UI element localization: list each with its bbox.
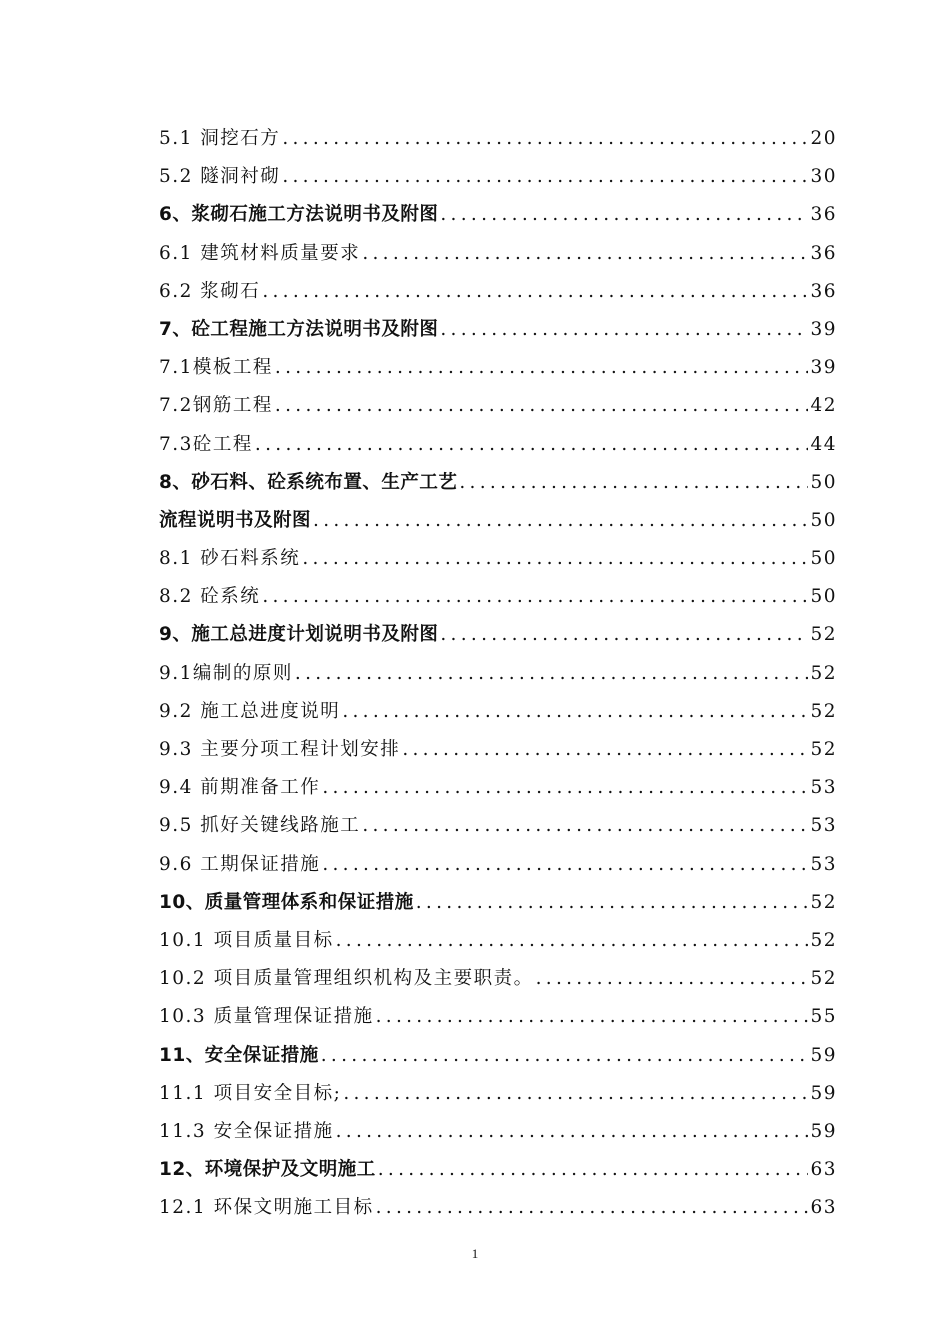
toc-entry-title: 8、砂石料、砼系统布置、生产工艺: [159, 471, 458, 493]
toc-section-entry[interactable]: [159, 960, 837, 998]
toc-entry-title: 9.5 抓好关键线路施工: [159, 815, 361, 837]
toc-entry-page: 39: [810, 318, 837, 340]
toc-entry-title: 12.1 环保文明施工目标: [159, 1197, 374, 1219]
toc-entry-page: 20: [810, 128, 837, 149]
toc-entry-page: 50: [810, 471, 837, 493]
toc-chapter-entry[interactable]: [159, 1037, 837, 1075]
toc-dot-leader: [295, 655, 809, 693]
toc-entry-page: 52: [810, 662, 837, 684]
toc-entry-title: 11.1 项目安全目标;: [159, 1082, 342, 1104]
toc-entry-title: 6.1 建筑材料质量要求: [159, 242, 361, 264]
toc-section-entry[interactable]: [159, 235, 837, 273]
toc-chapter-entry[interactable]: [159, 884, 837, 922]
toc-entry-title: 10、质量管理体系和保证措施: [159, 891, 414, 913]
toc-entry-page: 53: [810, 853, 837, 875]
table-of-contents: [159, 120, 837, 1227]
toc-entry-title: 8.2 砼系统: [159, 586, 261, 608]
toc-dot-leader: [342, 693, 808, 731]
toc-dot-leader: [255, 426, 809, 464]
toc-entry-title: 9.2 施工总进度说明: [159, 700, 341, 722]
toc-section-entry[interactable]: [159, 807, 837, 845]
toc-dot-leader: [440, 616, 808, 654]
toc-section-entry[interactable]: [159, 655, 837, 693]
toc-entry-page: 36: [810, 242, 837, 264]
toc-entry-title: 9.3 主要分项工程计划安排: [159, 739, 401, 760]
toc-section-entry[interactable]: [159, 998, 837, 1036]
toc-entry-title: 5.2 隧洞衬砌: [159, 166, 281, 188]
toc-chapter-entry[interactable]: [159, 1151, 837, 1189]
toc-section-entry[interactable]: [159, 731, 837, 769]
toc-section-entry[interactable]: [159, 846, 837, 884]
toc-entry-title: 11、安全保证措施: [159, 1044, 319, 1066]
toc-dot-leader: [376, 1189, 809, 1227]
toc-dot-leader: [282, 120, 808, 158]
toc-entry-title: 6、浆砌石施工方法说明书及附图: [159, 204, 439, 226]
toc-dot-leader: [362, 235, 808, 273]
toc-entry-page: 52: [810, 891, 837, 913]
toc-entry-page: 52: [810, 624, 837, 646]
toc-section-entry[interactable]: [159, 1189, 837, 1227]
toc-chapter-entry[interactable]: [159, 196, 837, 234]
toc-dot-leader: [416, 884, 809, 922]
toc-dot-leader: [262, 273, 808, 311]
toc-entry-page: 52: [810, 968, 837, 990]
toc-dot-leader: [459, 464, 808, 502]
toc-entry-title: 12、环境保护及文明施工: [159, 1159, 376, 1181]
toc-dot-leader: [282, 158, 808, 196]
toc-dot-leader: [343, 1075, 808, 1113]
toc-section-entry[interactable]: [159, 120, 837, 158]
toc-chapter-entry[interactable]: [159, 502, 837, 540]
toc-section-entry[interactable]: [159, 578, 837, 616]
toc-entry-title: 6.2 浆砌石: [159, 280, 261, 302]
toc-entry-page: 52: [810, 739, 837, 760]
toc-entry-page: 50: [810, 548, 837, 570]
toc-entry-title: 10.2 项目质量管理组织机构及主要职责。: [159, 968, 534, 990]
toc-section-entry[interactable]: [159, 387, 837, 425]
toc-dot-leader: [322, 769, 808, 807]
toc-dot-leader: [440, 196, 808, 234]
toc-dot-leader: [362, 807, 808, 845]
toc-dot-leader: [262, 578, 808, 616]
toc-dot-leader: [275, 349, 809, 387]
toc-entry-title: 9、施工总进度计划说明书及附图: [159, 624, 439, 646]
toc-entry-title: 7.3砼工程: [159, 433, 253, 455]
toc-dot-leader: [302, 540, 808, 578]
toc-entry-page: 52: [810, 929, 837, 951]
toc-entry-page: 59: [810, 1082, 837, 1104]
toc-dot-leader: [321, 1037, 809, 1075]
toc-entry-title: 9.6 工期保证措施: [159, 853, 321, 875]
toc-entry-page: 55: [810, 1006, 837, 1028]
toc-entry-title: 11.3 安全保证措施: [159, 1120, 334, 1142]
page-number: 1: [471, 1246, 479, 1261]
toc-dot-leader: [313, 502, 808, 540]
toc-section-entry[interactable]: [159, 540, 837, 578]
toc-entry-title: 7.1模板工程: [159, 357, 273, 379]
toc-entry-title: 7.2钢筋工程: [159, 395, 273, 417]
toc-section-entry[interactable]: [159, 922, 837, 960]
toc-entry-page: 63: [810, 1197, 837, 1219]
toc-entry-page: 53: [810, 777, 837, 799]
toc-dot-leader: [322, 846, 808, 884]
toc-entry-title: 9.4 前期准备工作: [159, 777, 321, 799]
toc-entry-page: 53: [810, 815, 837, 837]
toc-dot-leader: [336, 1113, 809, 1151]
toc-dot-leader: [336, 922, 809, 960]
toc-entry-page: 59: [810, 1120, 837, 1142]
toc-section-entry[interactable]: [159, 158, 837, 196]
toc-dot-leader: [440, 311, 808, 349]
toc-section-entry[interactable]: [159, 349, 837, 387]
toc-section-entry[interactable]: [159, 1075, 837, 1113]
toc-dot-leader: [275, 387, 809, 425]
toc-entry-title: 10.1 项目质量目标: [159, 929, 334, 951]
toc-entry-page: 63: [810, 1159, 837, 1181]
toc-entry-title: 8.1 砂石料系统: [159, 548, 301, 570]
toc-dot-leader: [376, 998, 809, 1036]
toc-dot-leader: [536, 960, 809, 998]
toc-chapter-entry[interactable]: [159, 311, 837, 349]
toc-chapter-entry[interactable]: [159, 616, 837, 654]
toc-dot-leader: [378, 1151, 809, 1189]
toc-entry-page: 44: [810, 433, 837, 455]
toc-entry-title: 9.1编制的原则: [159, 662, 293, 684]
toc-chapter-entry[interactable]: [159, 464, 837, 502]
toc-section-entry[interactable]: [159, 693, 837, 731]
toc-entry-page: 36: [810, 280, 837, 302]
toc-entry-page: 50: [810, 509, 837, 531]
toc-entry-page: 50: [810, 586, 837, 608]
toc-entry-page: 30: [810, 166, 837, 188]
toc-entry-title: 10.3 质量管理保证措施: [159, 1006, 374, 1028]
toc-section-entry[interactable]: [159, 426, 837, 464]
toc-section-entry[interactable]: [159, 273, 837, 311]
toc-section-entry[interactable]: [159, 1113, 837, 1151]
toc-entry-page: 36: [810, 204, 837, 226]
toc-entry-page: 42: [810, 395, 837, 417]
toc-entry-page: 39: [810, 357, 837, 379]
toc-entry-title: 7、砼工程施工方法说明书及附图: [159, 318, 439, 340]
toc-entry-page: 59: [810, 1044, 837, 1066]
toc-entry-title: 流程说明书及附图: [159, 509, 312, 531]
toc-dot-leader: [402, 731, 808, 769]
toc-section-entry[interactable]: [159, 769, 837, 807]
toc-entry-page: 52: [810, 700, 837, 722]
toc-entry-title: 5.1 洞挖石方: [159, 128, 281, 149]
